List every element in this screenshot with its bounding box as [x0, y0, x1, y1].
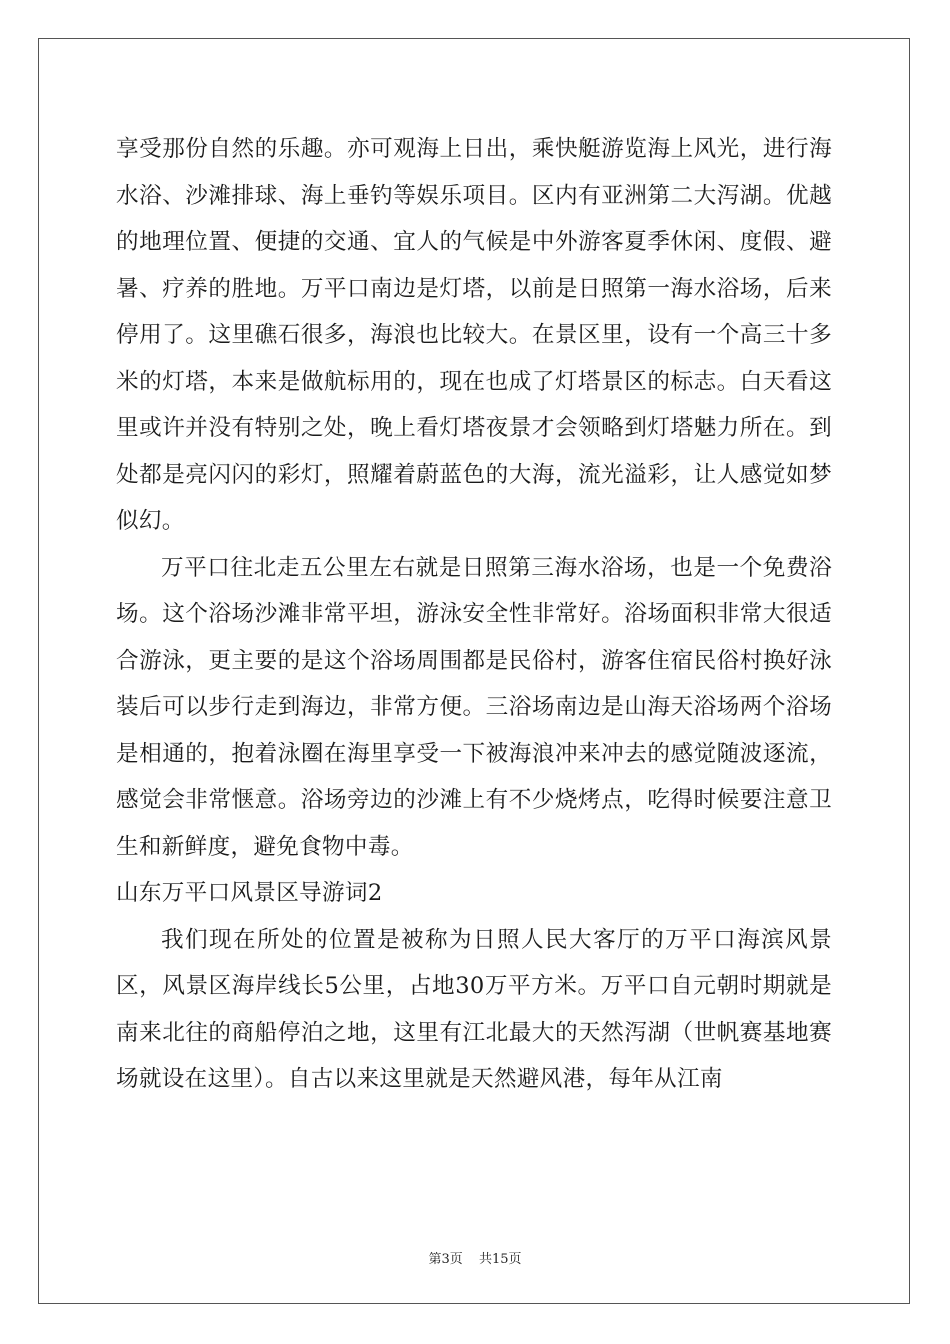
page-total: 共15页 — [478, 1252, 522, 1267]
page-number: 第3页 — [428, 1252, 463, 1267]
paragraph-1: 享受那份自然的乐趣。亦可观海上日出，乘快艇游览海上风光，进行海水浴、沙滩排球、海上垂钓等娱乐项目。区内有亚洲第二大泻湖。优越的地理位置、便捷的交通、宜人的气候是中外游客夏季休闲、度假、避暑、疗养的胜地。万平口南边是灯塔，以前是日照第一海水浴场，后来停用了。这里礁石很多，海浪也比较大。在景区里，设有一个高三十多米的灯塔，本来是做航标用的，现在也成了灯塔景区的标志。白天看这里或许并没有特别之处，晚上看灯塔夜景才会领略到灯塔魅力所在。到处都是亮闪闪的彩灯，照耀着蔚蓝色的大海，流光溢彩，让人感觉如梦似幻。 — [116, 136, 832, 534]
document-body — [116, 126, 832, 1103]
page-footer — [0, 1248, 950, 1267]
section-heading: 山东万平口风景区导游词2 — [116, 880, 383, 906]
paragraph-2: 万平口往北走五公里左右就是日照第三海水浴场，也是一个免费浴场。这个浴场沙滩非常平坦，游泳安全性非常好。浴场面积非常大很适合游泳，更主要的是这个浴场周围都是民俗村，游客住宿民俗村换好泳装后可以步行走到海边，非常方便。三浴场南边是山海天浴场两个浴场是相通的，抱着泳圈在海里享受一下被海浪冲来冲去的感觉随波逐流，感觉会非常惬意。浴场旁边的沙滩上有不少烧烤点，吃得时候要注意卫生和新鲜度，避免食物中毒。 — [116, 554, 832, 860]
paragraph-3: 我们现在所处的位置是被称为日照人民大客厅的万平口海滨风景区，风景区海岸线长5公里，占地30万平方米。万平口自元朝时期就是南来北往的商船停泊之地，这里有江北最大的天然泻湖（世帆赛基地赛场就设在这里）。自古以来这里就是天然避风港，每年从江南 — [116, 926, 832, 1092]
